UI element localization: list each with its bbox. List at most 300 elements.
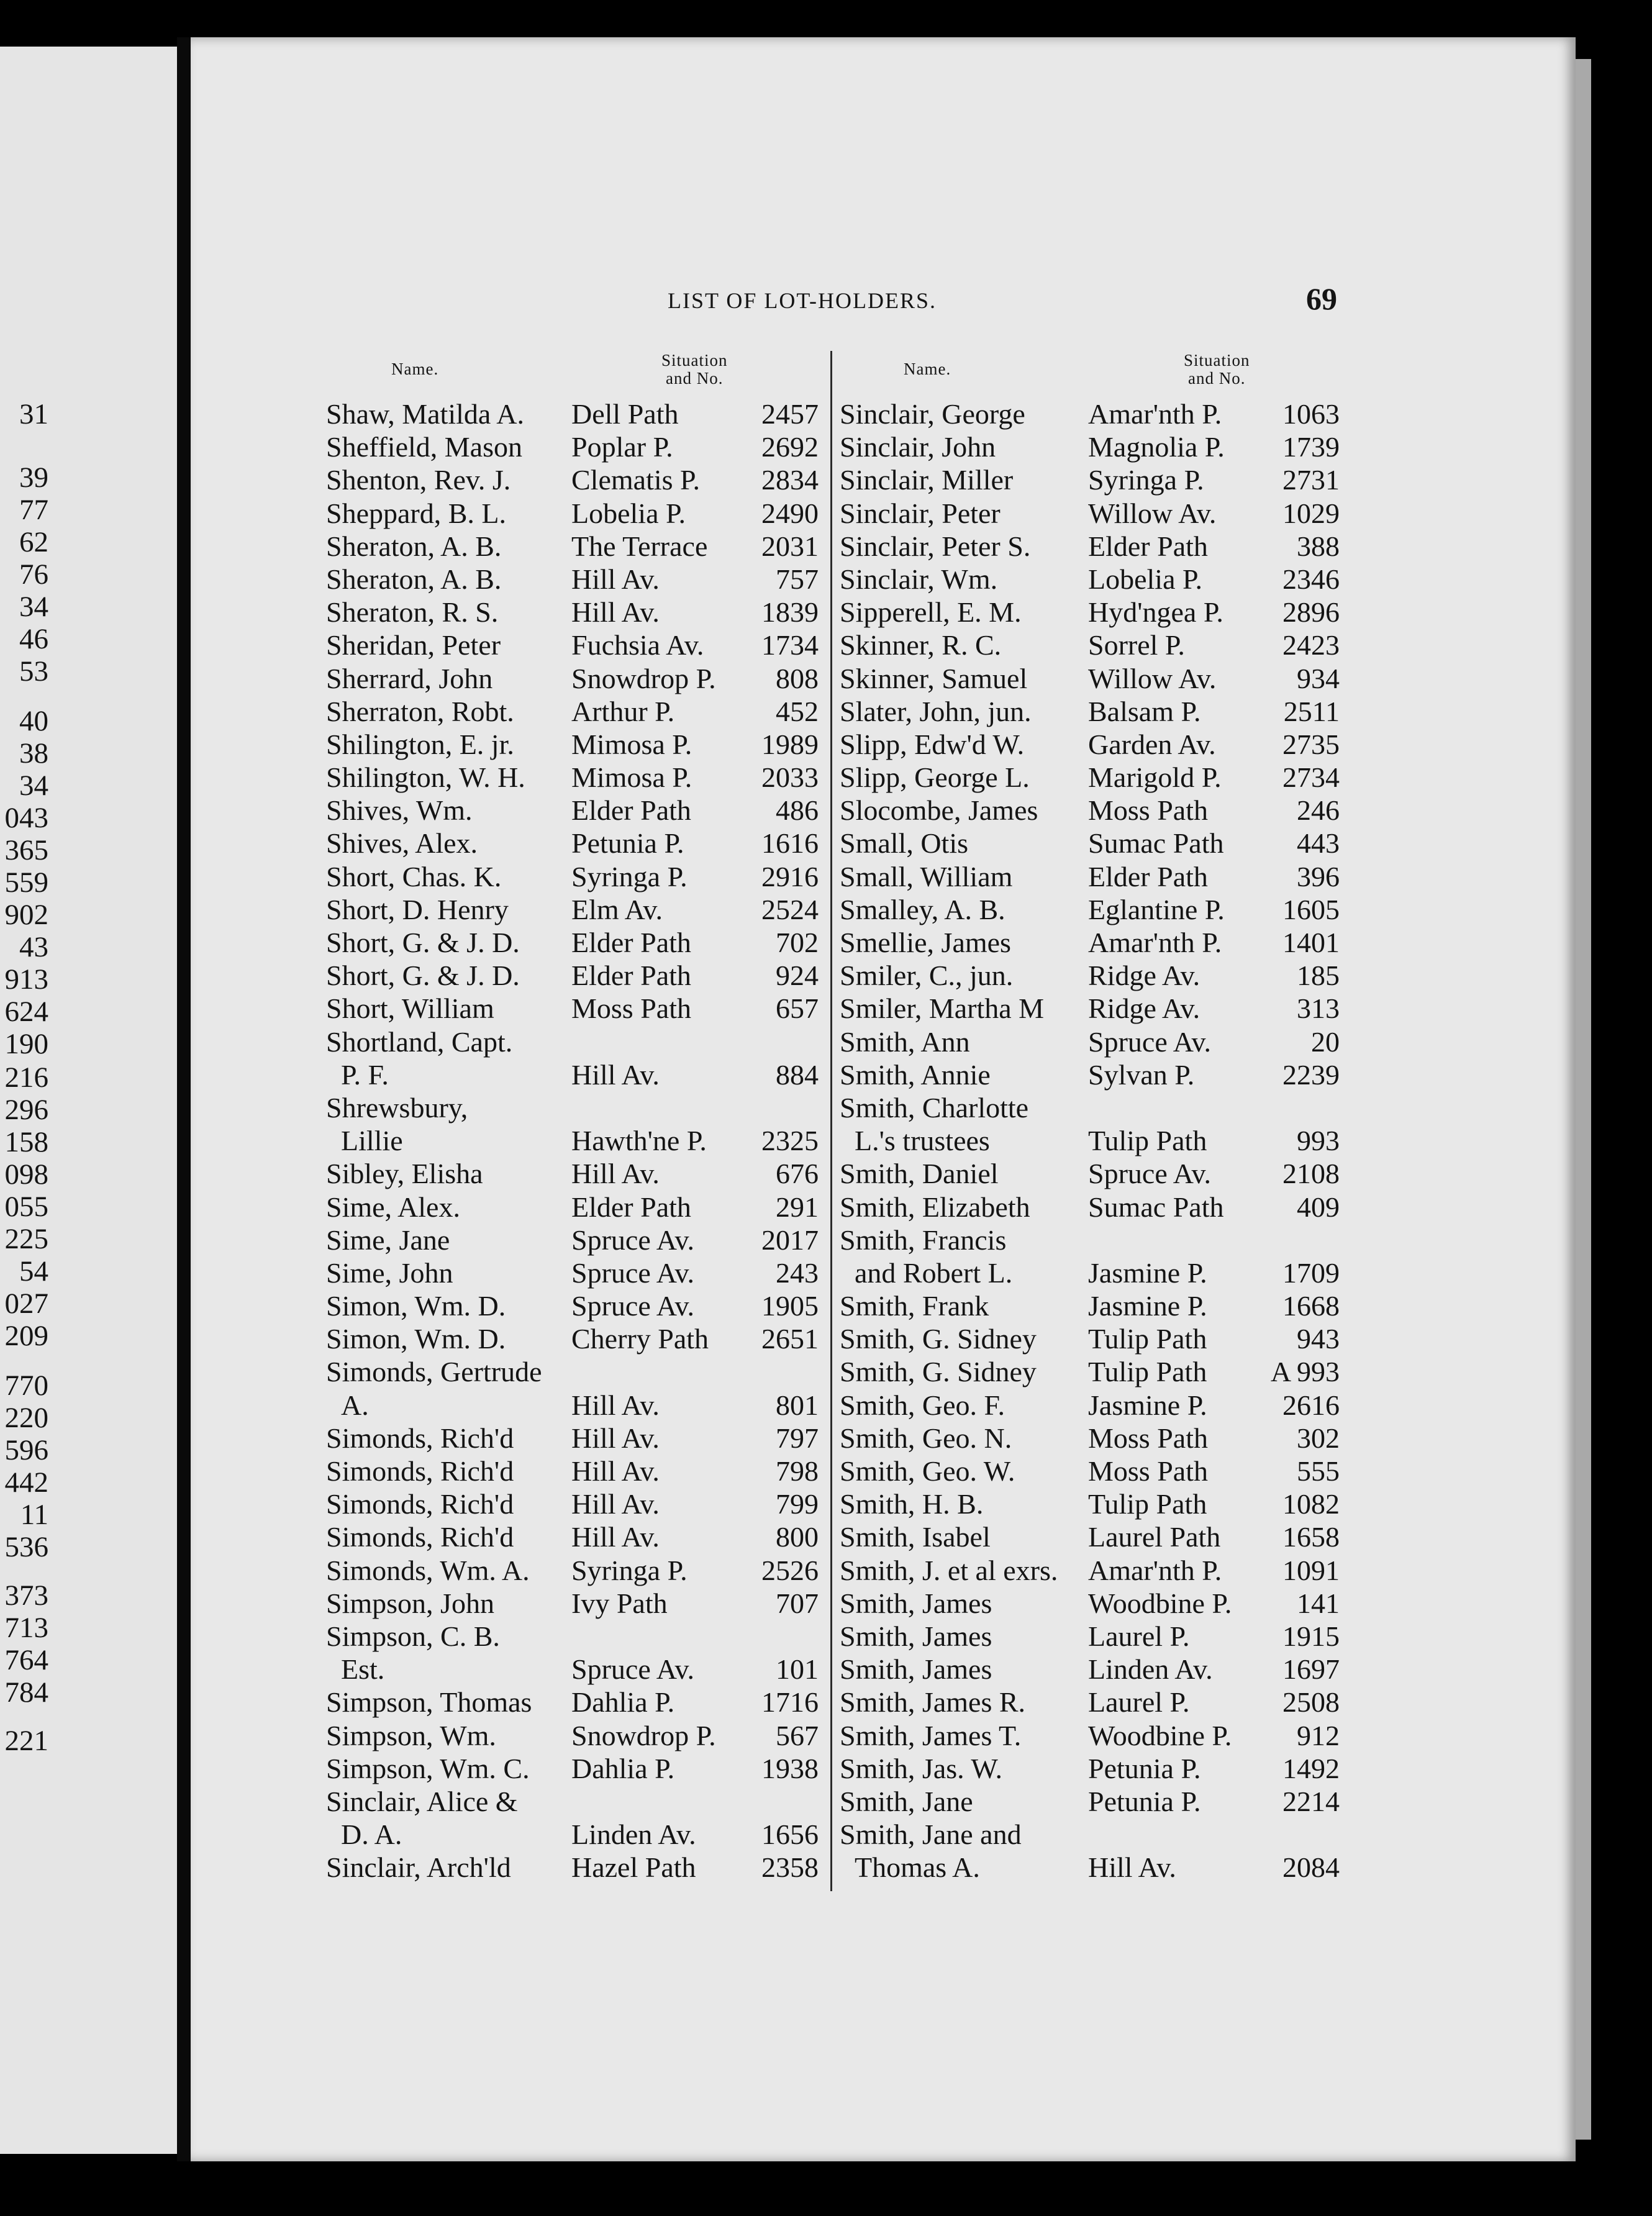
left-situation-header-line1: Situation xyxy=(661,351,728,370)
holder-name: Sheraton, A. B. xyxy=(326,563,502,595)
holder-name: Simon, Wm. D. xyxy=(326,1323,506,1355)
left-situation-header xyxy=(661,352,728,388)
holder-name: Simonds, Rich'd xyxy=(326,1488,514,1520)
lot-number: 2423 xyxy=(1282,629,1340,661)
situation: Lobelia P. xyxy=(1088,563,1202,595)
previous-page-fragment: 53 xyxy=(19,655,48,688)
lot-number: 808 xyxy=(776,662,819,694)
holder-name: Sheridan, Peter xyxy=(326,629,501,661)
lot-number: 800 xyxy=(776,1521,819,1553)
holder-name: Small, Otis xyxy=(840,827,969,860)
page-number: 69 xyxy=(1306,281,1337,316)
previous-page-fragment: 225 xyxy=(4,1223,48,1255)
holder-name: Simpson, Thomas xyxy=(326,1686,532,1719)
situation: Jasmine P. xyxy=(1088,1389,1207,1421)
situation: Mimosa P. xyxy=(571,728,692,760)
holder-name: and Robert L. xyxy=(855,1256,1013,1289)
situation: Tulip Path xyxy=(1088,1356,1207,1388)
holder-name: Smith, James xyxy=(840,1653,992,1686)
situation: Sorrel P. xyxy=(1088,629,1185,661)
situation: Elder Path xyxy=(1088,530,1208,562)
situation: Syringa P. xyxy=(1088,464,1204,496)
lot-number: 1915 xyxy=(1282,1620,1340,1652)
previous-page-fragment: 098 xyxy=(4,1158,48,1191)
situation: Spruce Av. xyxy=(571,1224,695,1256)
situation: Hill Av. xyxy=(571,1488,660,1520)
holder-name: Smith, Jane xyxy=(840,1785,973,1817)
situation: Amar'nth P. xyxy=(1088,1554,1222,1586)
lot-number: 1658 xyxy=(1282,1521,1340,1553)
situation: Spruce Av. xyxy=(1088,1025,1212,1058)
situation: Lobelia P. xyxy=(571,497,686,529)
holder-name: Sherrard, John xyxy=(326,662,493,694)
previous-page-fragment: 365 xyxy=(4,834,48,866)
situation: Snowdrop P. xyxy=(571,662,716,694)
lot-number: 2735 xyxy=(1282,728,1340,760)
holder-name: Simon, Wm. D. xyxy=(326,1290,506,1322)
holder-name: Simpson, Wm. C. xyxy=(326,1752,530,1784)
situation: Hill Av. xyxy=(571,1422,660,1454)
previous-page-fragment: 43 xyxy=(19,931,48,963)
situation: Garden Av. xyxy=(1088,728,1216,760)
holder-name: Smiler, C., jun. xyxy=(840,960,1014,992)
holder-name: Sheraton, R. S. xyxy=(326,596,499,629)
lot-number: 2896 xyxy=(1282,596,1340,629)
lot-number: 2490 xyxy=(761,497,819,529)
holder-name: Sinclair, George xyxy=(840,398,1025,430)
situation: Mimosa P. xyxy=(571,761,692,794)
lot-number: 243 xyxy=(776,1256,819,1289)
lot-number: 797 xyxy=(776,1422,819,1454)
lot-number: 2651 xyxy=(761,1323,819,1355)
holder-name: Shortland, Capt. xyxy=(326,1025,513,1058)
lot-number: 2084 xyxy=(1282,1851,1340,1884)
previous-page-fragment: 442 xyxy=(4,1466,48,1499)
lot-number: 2526 xyxy=(761,1554,819,1586)
situation: Syringa P. xyxy=(571,1554,688,1586)
holder-name: Simpson, C. B. xyxy=(326,1620,500,1652)
previous-page-fragment: 31 xyxy=(19,398,48,430)
lot-number: 1839 xyxy=(761,596,819,629)
lot-number: 567 xyxy=(776,1719,819,1751)
left-name-header: Name. xyxy=(391,360,439,378)
situation: Hawth'ne P. xyxy=(571,1125,707,1157)
holder-name: Sinclair, Wm. xyxy=(840,563,998,595)
lot-number: 2524 xyxy=(761,893,819,925)
holder-name: L.'s trustees xyxy=(855,1125,990,1157)
lot-number: 1492 xyxy=(1282,1752,1340,1784)
holder-name: Smith, J. et al exrs. xyxy=(840,1554,1058,1586)
situation: Poplar P. xyxy=(571,431,673,463)
lot-number: 2834 xyxy=(761,464,819,496)
situation: Ivy Path xyxy=(571,1587,668,1619)
holder-name: Short, G. & J. D. xyxy=(326,960,520,992)
lot-number: 801 xyxy=(776,1389,819,1421)
holder-name: Smith, Francis xyxy=(840,1224,1007,1256)
lot-number: 246 xyxy=(1297,794,1340,827)
holder-name: D. A. xyxy=(341,1819,402,1851)
previous-page-fragment: 624 xyxy=(4,996,48,1028)
lot-number: 1716 xyxy=(761,1686,819,1719)
lot-number: 1091 xyxy=(1282,1554,1340,1586)
holder-name: Smith, G. Sidney xyxy=(840,1356,1037,1388)
holder-name: Sime, Jane xyxy=(326,1224,450,1256)
holder-name: Simonds, Rich'd xyxy=(326,1455,514,1487)
situation: Woodbine P. xyxy=(1088,1719,1232,1751)
situation: Elder Path xyxy=(571,794,691,827)
holder-name: Smith, Elizabeth xyxy=(840,1191,1030,1223)
holder-name: Shilington, W. H. xyxy=(326,761,525,794)
situation: Amar'nth P. xyxy=(1088,927,1222,958)
situation: Arthur P. xyxy=(571,695,675,727)
lot-number: 2457 xyxy=(761,398,819,430)
lot-number: 1697 xyxy=(1282,1653,1340,1686)
holder-name: Smith, Jas. W. xyxy=(840,1752,1003,1784)
right-situation-header-line2: and No. xyxy=(1188,369,1246,388)
holder-name: Smith, James xyxy=(840,1587,992,1619)
lot-number: 924 xyxy=(776,960,819,992)
lot-number: 291 xyxy=(776,1191,819,1223)
holder-name: Smith, James xyxy=(840,1620,992,1652)
lot-number: 2214 xyxy=(1282,1785,1340,1817)
situation: Clematis P. xyxy=(571,464,701,496)
situation: Marigold P. xyxy=(1088,761,1222,794)
lot-number: 1063 xyxy=(1282,398,1340,430)
situation: Linden Av. xyxy=(571,1819,696,1851)
holder-name: Smiler, Martha M xyxy=(840,992,1045,1025)
holder-name: Simonds, Rich'd xyxy=(326,1422,514,1454)
lot-number: 676 xyxy=(776,1158,819,1190)
situation: Petunia P. xyxy=(1088,1785,1201,1817)
lot-number: 396 xyxy=(1297,860,1340,892)
right-situation-header xyxy=(1184,352,1250,388)
situation: Spruce Av. xyxy=(571,1653,695,1686)
holder-name: Shives, Alex. xyxy=(326,827,478,860)
lot-number: 2325 xyxy=(761,1125,819,1157)
holder-name: Smith, James R. xyxy=(840,1686,1026,1719)
situation: Snowdrop P. xyxy=(571,1719,716,1751)
situation: Elder Path xyxy=(571,960,691,992)
lot-number: 443 xyxy=(1297,827,1340,860)
situation: Hill Av. xyxy=(571,1455,660,1487)
holder-name: Smith, Frank xyxy=(840,1290,989,1322)
lot-number: 757 xyxy=(776,563,819,595)
lot-number: 555 xyxy=(1297,1455,1340,1487)
previous-page-fragment: 38 xyxy=(19,737,48,770)
lot-number: 409 xyxy=(1297,1191,1340,1223)
lot-number: 302 xyxy=(1297,1422,1340,1454)
holder-name: Thomas A. xyxy=(855,1851,980,1884)
lot-number: 2358 xyxy=(761,1851,819,1884)
lot-number: 1938 xyxy=(761,1752,819,1784)
holder-name: P. F. xyxy=(341,1058,389,1091)
lot-number: 1082 xyxy=(1282,1488,1340,1520)
situation: Tulip Path xyxy=(1088,1488,1207,1520)
lot-number: 1989 xyxy=(761,728,819,760)
lot-number: 2508 xyxy=(1282,1686,1340,1719)
right-situation-header-line1: Situation xyxy=(1184,351,1250,370)
holder-name: Sibley, Elisha xyxy=(326,1158,483,1190)
lot-number: 657 xyxy=(776,992,819,1025)
previous-page-fragment: 34 xyxy=(19,591,48,623)
situation: Moss Path xyxy=(1088,1455,1208,1487)
situation: Cherry Path xyxy=(571,1323,709,1355)
holder-name: Shives, Wm. xyxy=(326,794,473,827)
holder-name: Smith, G. Sidney xyxy=(840,1323,1037,1355)
holder-name: Sinclair, Miller xyxy=(840,464,1014,496)
holder-name: Smith, Ann xyxy=(840,1025,970,1058)
previous-page-fragment: 373 xyxy=(4,1579,48,1612)
situation: Hill Av. xyxy=(571,1389,660,1421)
lot-number: 799 xyxy=(776,1488,819,1520)
situation: Moss Path xyxy=(1088,794,1208,827)
holder-name: Simonds, Wm. A. xyxy=(326,1554,530,1586)
holder-name: Smith, Isabel xyxy=(840,1521,991,1553)
previous-page-fragment: 770 xyxy=(4,1369,48,1402)
holder-name: Skinner, R. C. xyxy=(840,629,1002,661)
situation: Hill Av. xyxy=(571,1521,660,1553)
situation: Willow Av. xyxy=(1088,662,1217,694)
situation: Petunia P. xyxy=(571,827,684,860)
left-situation-header-line2: and No. xyxy=(666,369,724,388)
lot-number: 141 xyxy=(1297,1587,1340,1619)
situation: Elm Av. xyxy=(571,893,663,925)
lot-number: 486 xyxy=(776,794,819,827)
situation: Amar'nth P. xyxy=(1088,398,1222,430)
lot-number: 912 xyxy=(1297,1719,1340,1751)
lot-number: 2511 xyxy=(1283,695,1340,727)
holder-name: Simonds, Rich'd xyxy=(326,1521,514,1553)
situation: Syringa P. xyxy=(571,860,688,892)
situation: Willow Av. xyxy=(1088,497,1217,529)
situation: Tulip Path xyxy=(1088,1323,1207,1355)
previous-page-fragment: 77 xyxy=(19,494,48,526)
situation: Woodbine P. xyxy=(1088,1587,1232,1619)
holder-name: Smith, H. B. xyxy=(840,1488,984,1520)
previous-page-fragment: 209 xyxy=(4,1320,48,1352)
holder-name: Slocombe, James xyxy=(840,794,1038,827)
holder-name: Slater, John, jun. xyxy=(840,695,1032,727)
previous-page-fragment: 190 xyxy=(4,1028,48,1060)
previous-page-fragment: 39 xyxy=(19,461,48,494)
previous-page-fragment: 76 xyxy=(19,558,48,591)
previous-page-fragment: 220 xyxy=(4,1402,48,1434)
situation: Laurel Path xyxy=(1088,1521,1221,1553)
previous-page-fragment: 043 xyxy=(4,802,48,834)
lot-number: 884 xyxy=(776,1058,819,1091)
holder-name: Sinclair, John xyxy=(840,431,996,463)
holder-name: Sinclair, Arch'ld xyxy=(326,1851,511,1884)
running-head: LIST OF LOT-HOLDERS. xyxy=(668,288,937,313)
situation: Moss Path xyxy=(571,992,691,1025)
situation: Dell Path xyxy=(571,398,679,430)
lot-number: 101 xyxy=(776,1653,819,1686)
previous-page-fragment: 221 xyxy=(4,1725,48,1757)
holder-name: Slipp, Edw'd W. xyxy=(840,728,1025,760)
previous-page-fragment: 764 xyxy=(4,1644,48,1676)
previous-page-fragment: 027 xyxy=(4,1287,48,1320)
lot-number: 943 xyxy=(1297,1323,1340,1355)
lot-number: 1734 xyxy=(761,629,819,661)
holder-name: Sinclair, Peter xyxy=(840,497,1001,529)
situation: Hill Av. xyxy=(571,1158,660,1190)
holder-name: Smalley, A. B. xyxy=(840,893,1005,925)
lot-number: 2031 xyxy=(761,530,819,562)
holder-name: Shenton, Rev. J. xyxy=(326,464,511,496)
situation: Sumac Path xyxy=(1088,1191,1224,1223)
holder-name: Small, William xyxy=(840,860,1013,892)
lot-number: A 993 xyxy=(1270,1356,1340,1388)
lot-number: 2616 xyxy=(1282,1389,1340,1421)
situation: Magnolia P. xyxy=(1088,431,1225,463)
holder-name: Shrewsbury, xyxy=(326,1091,468,1124)
previous-page-fragment: 11 xyxy=(20,1499,48,1531)
lot-number: 1668 xyxy=(1282,1290,1340,1322)
situation: Ridge Av. xyxy=(1088,960,1200,992)
holder-name: Simpson, Wm. xyxy=(326,1719,496,1751)
holder-name: Smith, James T. xyxy=(840,1719,1022,1751)
previous-page-fragment: 216 xyxy=(4,1061,48,1094)
previous-page-fragment: 54 xyxy=(19,1255,48,1287)
previous-page-fragment: 34 xyxy=(19,770,48,802)
lot-number: 2734 xyxy=(1282,761,1340,794)
holder-name: Short, William xyxy=(326,992,494,1025)
holder-name: Smith, Geo. F. xyxy=(840,1389,1005,1421)
previous-page-fragment: 158 xyxy=(4,1126,48,1158)
situation: Jasmine P. xyxy=(1088,1256,1207,1289)
holder-name: Sinclair, Peter S. xyxy=(840,530,1031,562)
lot-number: 1739 xyxy=(1282,431,1340,463)
situation: Elder Path xyxy=(571,1191,691,1223)
situation: Fuchsia Av. xyxy=(571,629,704,661)
holder-name: Simpson, John xyxy=(326,1587,494,1619)
holder-name: Smith, Charlotte xyxy=(840,1091,1029,1124)
lot-number: 2346 xyxy=(1282,563,1340,595)
lot-number: 2692 xyxy=(761,431,819,463)
holder-name: Smellie, James xyxy=(840,927,1011,958)
lot-number: 2239 xyxy=(1282,1058,1340,1091)
situation: Hazel Path xyxy=(571,1851,696,1884)
lot-number: 1709 xyxy=(1282,1256,1340,1289)
lot-number: 2033 xyxy=(761,761,819,794)
lot-number: 1905 xyxy=(761,1290,819,1322)
situation: Linden Av. xyxy=(1088,1653,1213,1686)
situation: Laurel P. xyxy=(1088,1620,1190,1652)
holder-name: Est. xyxy=(341,1653,385,1686)
situation: Spruce Av. xyxy=(1088,1158,1212,1190)
lot-number: 2108 xyxy=(1282,1158,1340,1190)
situation: Hill Av. xyxy=(571,1058,660,1091)
lot-number: 2731 xyxy=(1282,464,1340,496)
situation: The Terrace xyxy=(571,530,708,562)
holder-name: Smith, Jane and xyxy=(840,1819,1022,1851)
situation: Hill Av. xyxy=(1088,1851,1176,1884)
holder-name: A. xyxy=(341,1389,369,1421)
previous-page-fragment: 784 xyxy=(4,1676,48,1709)
previous-page-fragment: 596 xyxy=(4,1434,48,1466)
lot-number: 798 xyxy=(776,1455,819,1487)
situation: Tulip Path xyxy=(1088,1125,1207,1157)
lot-number: 1401 xyxy=(1282,927,1340,958)
holder-name: Short, D. Henry xyxy=(326,893,509,925)
lot-number: 313 xyxy=(1297,992,1340,1025)
situation: Sylvan P. xyxy=(1088,1058,1195,1091)
holder-name: Smith, Geo. W. xyxy=(840,1455,1015,1487)
lot-number: 20 xyxy=(1311,1025,1340,1058)
lot-number: 1029 xyxy=(1282,497,1340,529)
situation: Elder Path xyxy=(1088,860,1208,892)
holder-name: Short, Chas. K. xyxy=(326,860,502,892)
situation: Jasmine P. xyxy=(1088,1290,1207,1322)
situation: Moss Path xyxy=(1088,1422,1208,1454)
holder-name: Sime, John xyxy=(326,1256,453,1289)
situation: Ridge Av. xyxy=(1088,992,1200,1025)
situation: Hill Av. xyxy=(571,563,660,595)
previous-page-fragment: 296 xyxy=(4,1094,48,1126)
lot-number: 707 xyxy=(776,1587,819,1619)
previous-page-fragment: 713 xyxy=(4,1612,48,1644)
holder-name: Sime, Alex. xyxy=(326,1191,460,1223)
holder-name: Sipperell, E. M. xyxy=(840,596,1022,629)
situation: Hill Av. xyxy=(571,596,660,629)
holder-name: Smith, Daniel xyxy=(840,1158,999,1190)
lot-number: 1616 xyxy=(761,827,819,860)
lot-number: 452 xyxy=(776,695,819,727)
situation: Elder Path xyxy=(571,927,691,958)
previous-page-fragment: 902 xyxy=(4,899,48,931)
situation: Laurel P. xyxy=(1088,1686,1190,1719)
holder-name: Sheppard, B. L. xyxy=(326,497,507,529)
holder-name: Smith, Annie xyxy=(840,1058,991,1091)
lot-number: 1605 xyxy=(1282,893,1340,925)
holder-name: Slipp, George L. xyxy=(840,761,1030,794)
situation: Balsam P. xyxy=(1088,695,1201,727)
book-spine xyxy=(177,37,191,2161)
holder-name: Smith, Geo. N. xyxy=(840,1422,1012,1454)
lot-number: 2017 xyxy=(761,1224,819,1256)
holder-name: Sherraton, Robt. xyxy=(326,695,514,727)
holder-name: Simonds, Gertrude xyxy=(326,1356,542,1388)
previous-page-fragment: 46 xyxy=(19,623,48,655)
holder-name: Shaw, Matilda A. xyxy=(326,398,524,430)
situation: Dahlia P. xyxy=(571,1752,675,1784)
holder-name: Sheraton, A. B. xyxy=(326,530,502,562)
previous-page-fragment: 559 xyxy=(4,866,48,899)
holder-name: Sinclair, Alice & xyxy=(326,1785,518,1817)
situation: Eglantine P. xyxy=(1088,893,1225,925)
situation: Spruce Av. xyxy=(571,1290,695,1322)
lot-number: 1656 xyxy=(761,1819,819,1851)
holder-name: Short, G. & J. D. xyxy=(326,927,520,958)
situation: Petunia P. xyxy=(1088,1752,1201,1784)
previous-page-fragment: 055 xyxy=(4,1191,48,1223)
situation: Dahlia P. xyxy=(571,1686,675,1719)
situation: Sumac Path xyxy=(1088,827,1224,860)
right-name-header: Name. xyxy=(904,360,951,378)
previous-page-fragment: 40 xyxy=(19,705,48,737)
lot-number: 993 xyxy=(1297,1125,1340,1157)
holder-name: Sheffield, Mason xyxy=(326,431,523,463)
holder-name: Lillie xyxy=(341,1125,403,1157)
previous-page-fragment: 536 xyxy=(4,1531,48,1563)
holder-name: Shilington, E. jr. xyxy=(326,728,514,760)
previous-page-fragment: 62 xyxy=(19,526,48,558)
lot-number: 934 xyxy=(1297,662,1340,694)
lot-number: 702 xyxy=(776,927,819,958)
previous-page-fragment: 913 xyxy=(4,963,48,996)
lot-number: 185 xyxy=(1297,960,1340,992)
lot-number: 2916 xyxy=(761,860,819,892)
